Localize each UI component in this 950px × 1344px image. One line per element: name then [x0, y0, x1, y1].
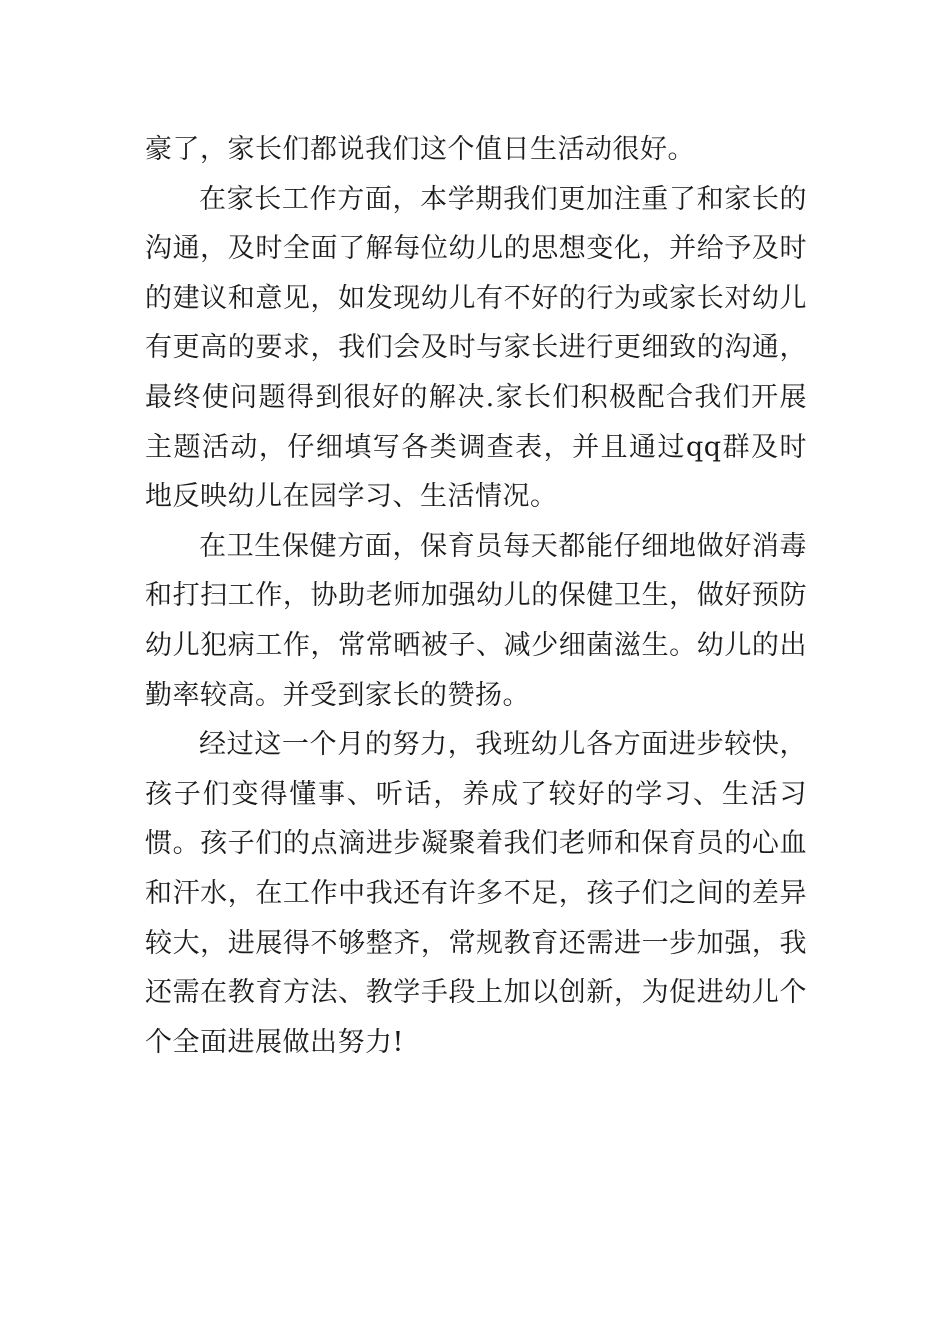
paragraph-health-care: 在卫生保健方面，保育员每天都能仔细地做好消毒和打扫工作，协助老师加强幼儿的保健卫生，做好预防幼儿犯病工作，常常晒被子、减少细菌滋生。幼儿的出勤率较高。并受到家长的赞扬。	[145, 530, 807, 711]
document-body	[145, 125, 807, 1067]
paragraph-continuation: 豪了，家长们都说我们这个值日生活动很好。	[145, 134, 695, 165]
paragraph-parent-work: 在家长工作方面，本学期我们更加注重了和家长的沟通，及时全面了解每位幼儿的思想变化，并给予及时的建议和意见，如发现幼儿有不好的行为或家长对幼儿有更高的要求，我们会及时与家长进行更细致的沟通，最终使问题得到很好的解决.家长们积极配合我们开展主题活动，仔细填写各类调查表，并且通过qq群及时地反映幼儿在园学习、生活情况。	[145, 183, 807, 513]
paragraph-summary: 经过这一个月的努力，我班幼儿各方面进步较快，孩子们变得懂事、听话，养成了较好的学习、生活习惯。孩子们的点滴进步凝聚着我们老师和保育员的心血和汗水，在工作中我还有许多不足，孩子们之间的差异较大，进展得不够整齐，常规教育还需进一步加强，我还需在教育方法、教学手段上加以创新，为促进幼儿个个全面进展做出努力!	[145, 729, 807, 1058]
